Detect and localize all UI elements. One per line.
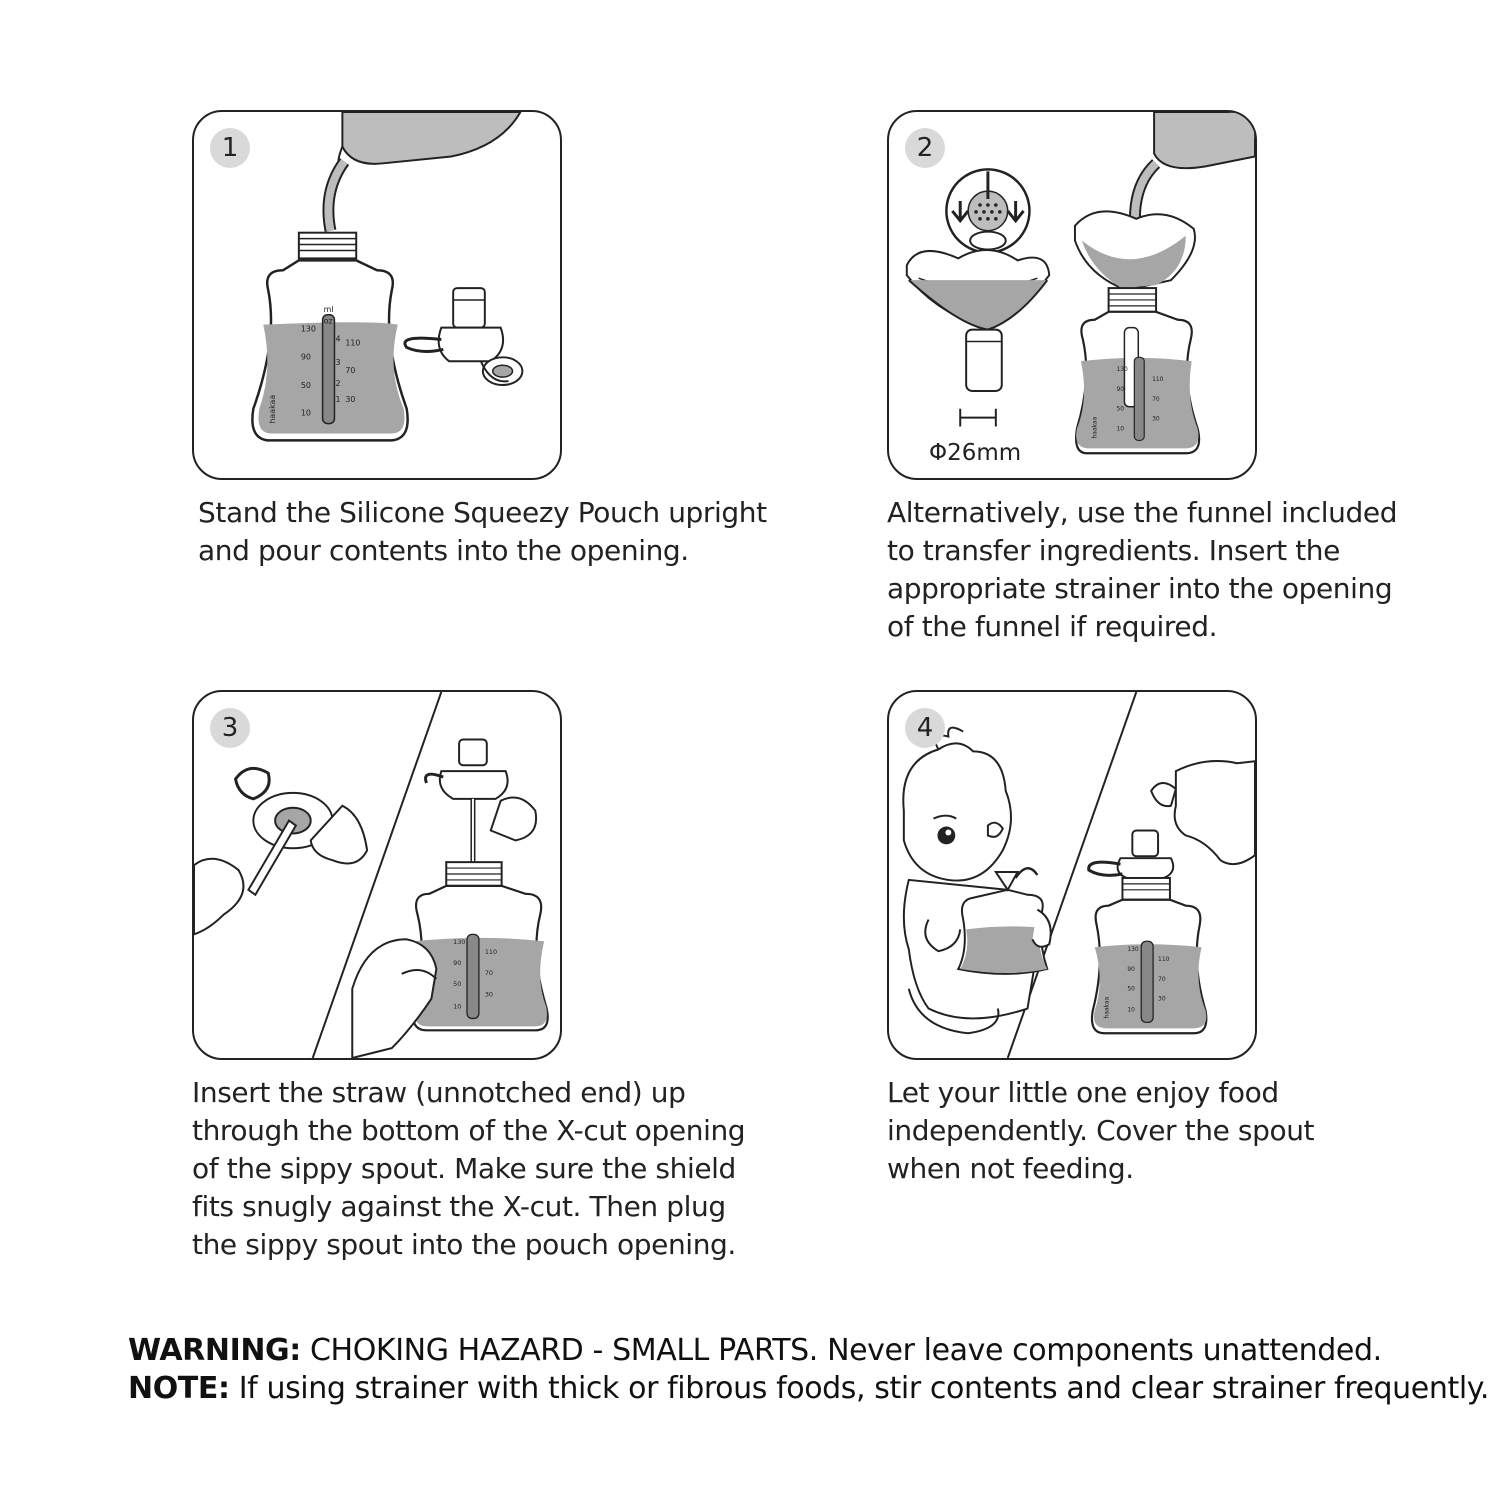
scale-label: 50 <box>1127 985 1135 993</box>
pour-into-pouch-drawing <box>194 112 560 478</box>
caption-line: appropriate strainer into the opening <box>887 572 1393 605</box>
brand-logo: haakaa <box>268 394 278 424</box>
baby-feeding-drawing <box>889 692 1255 1058</box>
scale-label: 130 <box>453 938 466 947</box>
scale-label: 2 <box>335 379 341 389</box>
scale-label: 10 <box>1127 1006 1135 1014</box>
step-1-illustration <box>192 110 562 480</box>
scale-label: 130 <box>1116 366 1128 374</box>
step-4-illustration <box>887 690 1257 1060</box>
caption-line: Insert the straw (unnotched end) up <box>192 1076 686 1109</box>
scale-label: 50 <box>453 979 462 988</box>
scale-label: 110 <box>484 948 498 957</box>
caption-line: when not feeding. <box>887 1152 1134 1185</box>
scale-label: 70 <box>1152 395 1160 403</box>
scale-label: 90 <box>453 959 462 968</box>
step-1-number-badge: 1 <box>210 128 250 168</box>
brand-logo: haakaa <box>1091 416 1099 439</box>
step-4-caption <box>887 1074 1314 1188</box>
caption-line: Let your little one enjoy food <box>887 1076 1279 1109</box>
caption-line: and pour contents into the opening. <box>198 534 689 567</box>
scale-label: 10 <box>1116 425 1125 433</box>
brand-logo: haakaa <box>1103 996 1111 1019</box>
caption-line: the sippy spout into the pouch opening. <box>192 1228 736 1261</box>
scale-label: 110 <box>1158 956 1170 964</box>
caption-line: fits snugly against the X-cut. Then plug <box>192 1190 726 1223</box>
caption-line: through the bottom of the X-cut opening <box>192 1114 746 1147</box>
step-2-illustration <box>887 110 1257 480</box>
caption-line: of the funnel if required. <box>887 610 1218 643</box>
scale-unit-oz: oz <box>323 316 333 326</box>
warning-label: WARNING: <box>128 1333 301 1368</box>
scale-label: 30 <box>1158 995 1166 1003</box>
funnel-and-strainer-drawing <box>889 112 1255 478</box>
scale-label: 4 <box>335 334 341 344</box>
funnel-diameter-label: Φ26mm <box>929 440 1022 466</box>
note-text: If using strainer with thick or fibrous foods, stir contents and clear strainer frequently. <box>229 1371 1489 1406</box>
scale-label: 90 <box>1127 965 1135 973</box>
scale-label: 70 <box>484 968 493 977</box>
step-4-number-badge: 4 <box>905 708 945 748</box>
scale-label: 50 <box>300 380 311 390</box>
step-3-illustration <box>192 690 562 1060</box>
scale-label: 130 <box>300 324 316 334</box>
caption-line: of the sippy spout. Make sure the shield <box>192 1152 736 1185</box>
scale-label: 90 <box>1116 385 1125 393</box>
caption-line: Stand the Silicone Squeezy Pouch upright <box>198 496 767 529</box>
note-label: NOTE: <box>128 1371 230 1406</box>
scale-label: 70 <box>1158 975 1166 983</box>
scale-label: 90 <box>300 352 311 362</box>
scale-label: 1 <box>335 394 341 404</box>
step-2-number-badge: 2 <box>905 128 945 168</box>
safety-footer <box>128 1332 1489 1408</box>
caption-line: Alternatively, use the funnel included <box>887 496 1398 529</box>
scale-label: 30 <box>484 990 493 999</box>
scale-label: 50 <box>1116 405 1125 413</box>
step-3-caption <box>192 1074 745 1264</box>
scale-unit-ml: ml <box>323 304 334 314</box>
scale-label: 110 <box>1152 376 1164 384</box>
scale-label: 30 <box>1152 415 1160 423</box>
step-3-number-badge: 3 <box>210 708 250 748</box>
scale-label: 30 <box>345 394 356 404</box>
step-2-caption <box>887 494 1397 646</box>
step-1-caption <box>198 494 767 570</box>
caption-line: to transfer ingredients. Insert the <box>887 534 1340 567</box>
warning-text: CHOKING HAZARD - SMALL PARTS. Never leave components unattended. <box>300 1333 1382 1368</box>
warning-line <box>128 1332 1489 1370</box>
note-line <box>128 1370 1489 1408</box>
caption-line: independently. Cover the spout <box>887 1114 1315 1147</box>
scale-label: 10 <box>453 1002 462 1011</box>
scale-label: 110 <box>345 338 361 348</box>
scale-label: 3 <box>335 358 341 368</box>
scale-label: 70 <box>345 366 356 376</box>
scale-label: 130 <box>1127 946 1139 954</box>
scale-label: 10 <box>300 408 311 418</box>
insert-straw-drawing <box>194 692 560 1058</box>
